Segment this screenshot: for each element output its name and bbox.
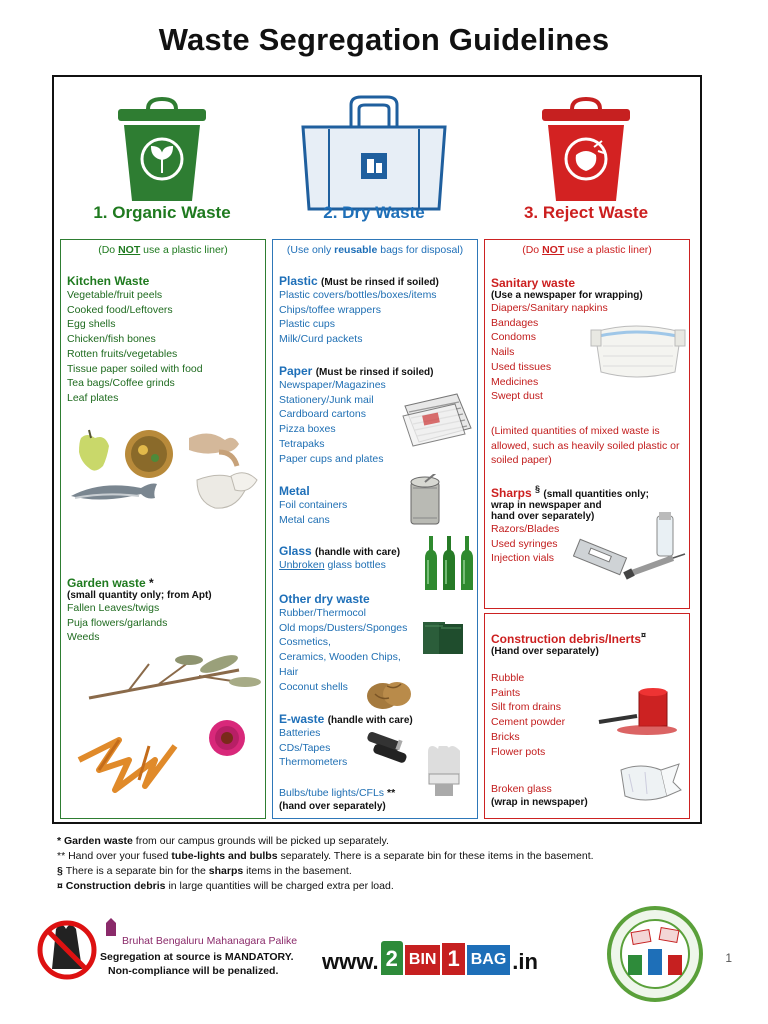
list-item: Newspaper/Magazines (279, 379, 386, 391)
garden-waste-section (67, 576, 265, 645)
sanitary-title: Sanitary waste (491, 276, 576, 290)
reject-box (484, 239, 690, 609)
list-item: Chips/toffee wrappers (279, 303, 381, 316)
penalty-text: Non-compliance will be penalized. (108, 965, 279, 977)
footnote: ** Hand over your fused tube-lights and bulbs separately. There is a separate bin for these items in the basement. (57, 850, 594, 862)
glass-title: Glass (handle with care) (279, 544, 401, 558)
bbmp-name: Bruhat Bengaluru Mahanagara Palike (122, 935, 298, 947)
metal-title: Metal (279, 484, 310, 498)
list-item: Rubble (491, 672, 525, 684)
sponge-picture (419, 618, 469, 658)
page-title: Waste Segregation Guidelines (158, 22, 610, 57)
list-item: Paints (491, 686, 521, 699)
organic-heading: 1. Organic Waste (93, 203, 231, 222)
list-item: Leaf plates (67, 391, 119, 404)
plastic-list (279, 288, 477, 347)
garden-waste-picture (69, 650, 265, 800)
limited-note-section (491, 424, 689, 468)
dry-box (272, 239, 478, 819)
list-item: Metal cans (279, 513, 330, 526)
batteries-picture (365, 730, 411, 766)
list-item: Cardboard cartons (279, 408, 366, 421)
page-number: 1 (725, 951, 732, 965)
list-item: Puja flowers/garlands (67, 616, 168, 629)
footer (0, 905, 768, 1005)
footnote: ¤ Construction debris in large quantities will be charged extra per load. (57, 880, 394, 892)
no-plastic-bag-icon (36, 919, 98, 981)
kasa-mukhta-seal-logo (606, 905, 704, 1003)
metal-list (279, 498, 477, 527)
list-item: Tea bags/Coffee grinds (67, 377, 175, 390)
sharps-picture (573, 510, 689, 590)
list-item: Swept dust (491, 390, 543, 403)
list-item: Pizza boxes (279, 423, 336, 436)
list-item: Tetrapaks (279, 437, 325, 450)
reject-column (480, 77, 692, 822)
broken-glass-title: Broken glass (491, 783, 552, 795)
list-item: Used tissues (491, 360, 552, 373)
organic-column (56, 77, 268, 822)
list-item: Chicken/fish bones (67, 333, 156, 346)
metal-can-picture (407, 474, 443, 528)
construction-box (484, 613, 690, 819)
footnote: § There is a separate bin for the sharps items in the basement. (57, 865, 352, 877)
plastic-title: Plastic (Must be rinsed if soiled) (279, 274, 439, 288)
broken-glass-note: (wrap in newspaper) (491, 796, 588, 808)
list-item: Medicines (491, 375, 539, 388)
garden-waste-note: (small quantity only; from Apt) (67, 590, 212, 601)
list-item: Coconut shells (279, 680, 348, 693)
coconut-shells-picture (363, 672, 415, 712)
list-item: Rotten fruits/vegetables (67, 347, 178, 360)
dry-note: (Use only reusable bags for disposal) (286, 244, 464, 256)
list-item: Bricks (491, 730, 520, 743)
guidelines-frame (52, 75, 702, 824)
construction-title: Construction debris/Inerts¤ (491, 630, 647, 646)
plastic-section (279, 274, 477, 347)
footnotes (57, 834, 594, 894)
kitchen-waste-section (67, 274, 265, 406)
2bin1bag-logo: www. 2 BIN 1 BAG .in (322, 931, 538, 975)
list-item: Injection vials (491, 552, 555, 565)
list-item: Old mops/Dusters/Sponges (279, 621, 408, 634)
list-item: Tissue paper soiled with food (67, 362, 203, 375)
list-item: Weeds (67, 631, 100, 644)
newspaper-stack-picture (401, 390, 473, 448)
reject-note: (Do NOT use a plastic liner) (522, 244, 652, 256)
list-item: Batteries (279, 727, 321, 739)
list-item: Condoms (491, 331, 536, 344)
green-bin-icon (114, 95, 210, 205)
limited-note: (Limited quantities of mixed waste is allowed, such as heavily soiled plastic or soiled paper) (491, 425, 680, 467)
paint-can-picture (597, 686, 687, 736)
list-item: Cement powder (491, 716, 566, 729)
list-item: Used syringes (491, 537, 558, 550)
paper-title: Paper (Must be rinsed if soiled) (279, 364, 434, 378)
kitchen-waste-picture (69, 424, 265, 524)
list-item: Milk/Curd packets (279, 333, 363, 346)
kitchen-waste-title: Kitchen Waste (67, 274, 150, 288)
list-item: Plastic cups (279, 318, 336, 331)
metal-section (279, 484, 477, 527)
ewaste-title: E-waste (handle with care) (279, 712, 413, 726)
sharps-title: Sharps § (small quantities only; (491, 484, 649, 500)
list-item: Razors/Blades (491, 523, 560, 535)
bbmp-emblem-icon (104, 917, 118, 937)
list-item: Unbroken glass bottles (279, 559, 386, 571)
list-item: Plastic covers/bottles/boxes/items (279, 289, 437, 301)
footnote: * Garden waste from our campus grounds will be picked up separately. (57, 835, 389, 847)
list-item: Hair (279, 665, 299, 678)
organic-note: (Do NOT use a plastic liner) (98, 244, 228, 256)
list-item: Diapers/Sanitary napkins (491, 302, 608, 314)
dry-heading: 2. Dry Waste (323, 203, 425, 222)
glass-bottles-picture (419, 534, 477, 594)
list-item: Cosmetics, (279, 636, 331, 649)
garden-waste-title: Garden waste * (67, 576, 154, 590)
bulbs-section (279, 786, 477, 812)
list-item: Silt from drains (491, 701, 562, 714)
list-item: Egg shells (67, 318, 116, 331)
construction-note: (Hand over separately) (491, 646, 599, 657)
dry-column (268, 77, 480, 822)
list-item: Fallen Leaves/twigs (67, 602, 160, 614)
sharps-note-2: wrap in newspaper and (491, 500, 602, 511)
bulbs-note: (hand over separately) (279, 800, 386, 812)
red-bin-icon (538, 95, 634, 205)
reject-heading: 3. Reject Waste (523, 203, 649, 222)
list-item: Thermometers (279, 756, 348, 769)
sanitary-note: (Use a newspaper for wrapping) (491, 290, 643, 301)
list-item: Rubber/Thermocol (279, 607, 366, 619)
bulbs-line: Bulbs/tube lights/CFLs ** (279, 787, 396, 799)
kitchen-waste-list (67, 288, 265, 406)
blue-bag-icon (299, 95, 449, 213)
list-item: Bandages (491, 316, 539, 329)
list-item: Paper cups and plates (279, 452, 384, 465)
list-item: Foil containers (279, 499, 348, 511)
organic-box (60, 239, 266, 819)
list-item: Nails (491, 346, 515, 359)
list-item: Stationery/Junk mail (279, 393, 374, 406)
sharps-note-3: hand over separately) (491, 511, 595, 522)
diaper-picture (589, 322, 687, 380)
garden-waste-list (67, 601, 265, 645)
list-item: Vegetable/fruit peels (67, 289, 163, 301)
other-dry-title: Other dry waste (279, 592, 370, 606)
list-item: Flower pots (491, 745, 546, 758)
list-item: Ceramics, Wooden Chips, (279, 651, 401, 664)
mandatory-text: Segregation at source is MANDATORY. (100, 951, 294, 963)
list-item: Cooked food/Leftovers (67, 303, 173, 316)
broken-glass-picture (615, 760, 685, 804)
list-item: CDs/Tapes (279, 741, 331, 754)
